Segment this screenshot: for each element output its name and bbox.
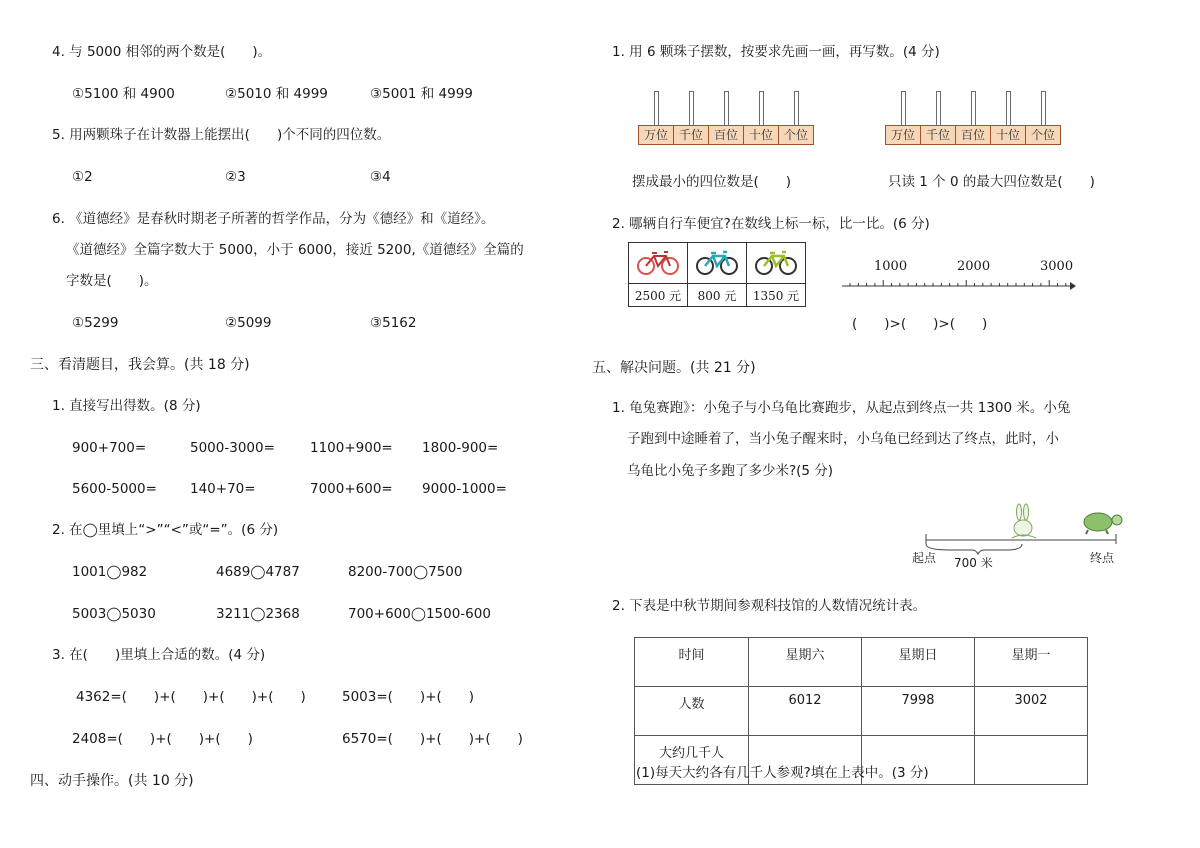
s5q2-sub-1: (1)每天大约各有几千人参观?填在上表中。(3 分) [636, 765, 929, 781]
race-distance-label: 700 米 [954, 556, 993, 570]
q4-option-3[interactable]: ③5001 和 4999 [370, 86, 473, 102]
abacus-rod [724, 91, 729, 127]
numberline-label: 3000 [1040, 259, 1074, 274]
calc-item: 140+70= [190, 481, 256, 497]
q5-option-2[interactable]: ②3 [225, 169, 246, 185]
table-cell: 人数 [635, 687, 749, 736]
abacus-rod [654, 91, 659, 127]
race-start-label: 起点 [912, 551, 937, 565]
fill-item[interactable]: 4362=( )+( )+( )+( ) [76, 689, 306, 705]
s5q1-line-2: 子跑到中途睡着了，当小兔子醒来时，小乌龟已经到达了终点，此时，小 [627, 431, 1059, 447]
bike-price: 800 元 [688, 284, 747, 307]
section-5-title: 五、解决问题。(共 21 分) [592, 360, 756, 376]
number-line[interactable] [842, 276, 1078, 296]
abacus-left[interactable] [638, 91, 816, 147]
calc-item: 1100+900= [310, 440, 393, 456]
q4-stem: 4. 与 5000 相邻的两个数是( )。 [52, 44, 272, 60]
calc-item: 9000-1000= [422, 481, 507, 497]
rabbit-icon [1012, 504, 1036, 538]
place-label: 十位 [744, 126, 779, 144]
fill-item[interactable]: 5003=( )+( ) [342, 689, 475, 705]
place-label: 万位 [639, 126, 674, 144]
bike-compare[interactable]: ( )>( )>( ) [852, 316, 988, 332]
s5q2-stem: 2. 下表是中秋节期间参观科技馆的人数情况统计表。 [612, 598, 927, 614]
bike-cell [629, 243, 688, 284]
s5q1-line-1: 1. 龟兔赛跑》：小兔子与小乌龟比赛跑步，从起点到终点一共 1300 米。小兔 [612, 400, 1071, 416]
compare-item[interactable]: 3211◯2368 [216, 606, 300, 622]
q6-option-1[interactable]: ①5299 [72, 315, 119, 331]
answer-cell[interactable] [975, 736, 1088, 785]
table-cell: 7998 [862, 687, 975, 736]
section-4-title: 四、动手操作。(共 10 分) [30, 773, 194, 789]
s3q1-stem: 1. 直接写出得数。(8 分) [52, 398, 201, 414]
abacus-rod [1041, 91, 1046, 127]
s3q3-stem: 3. 在( )里填上合适的数。(4 分) [52, 647, 266, 663]
q5-option-1[interactable]: ①2 [72, 169, 93, 185]
s3q2-stem: 2. 在◯里填上“>”“<”或“=”。(6 分) [52, 522, 279, 538]
place-label: 千位 [921, 126, 956, 144]
compare-item[interactable]: 4689◯4787 [216, 564, 300, 580]
place-label: 百位 [956, 126, 991, 144]
bike-cell [747, 243, 806, 284]
fill-item[interactable]: 2408=( )+( )+( ) [72, 731, 253, 747]
r-q1-stem: 1. 用 6 颗珠子摆数，按要求先画一画，再写数。(4 分) [612, 44, 940, 60]
bike-price-table [628, 242, 806, 307]
s5q1-line-3: 乌龟比小兔子多跑了多少米?(5 分) [627, 463, 834, 479]
calc-item: 900+700= [72, 440, 147, 456]
compare-item[interactable]: 700+600◯1500-600 [348, 606, 491, 622]
abacus-rod [689, 91, 694, 127]
calc-item: 7000+600= [310, 481, 393, 497]
abacus-right[interactable] [885, 91, 1063, 147]
calc-item: 5600-5000= [72, 481, 157, 497]
table-header: 星期日 [862, 638, 975, 687]
bike-price: 1350 元 [747, 284, 806, 307]
table-cell: 6012 [749, 687, 862, 736]
abacus-rod [936, 91, 941, 127]
abacus-rod [1006, 91, 1011, 127]
table-header: 时间 [635, 638, 749, 687]
r-q2-stem: 2. 哪辆自行车便宜?在数线上标一标，比一比。(6 分) [612, 216, 930, 232]
place-label: 十位 [991, 126, 1026, 144]
turtle-icon [1084, 513, 1122, 534]
abacus-caption-left[interactable]: 摆成最小的四位数是( ) [632, 174, 792, 190]
table-cell: 大约几千人 [635, 736, 749, 785]
bicycle-icon [754, 248, 798, 276]
q6-line-1: 6. 《道德经》是春秋时期老子所著的哲学作品，分为《德经》和《道经》。 [52, 211, 495, 227]
compare-item[interactable]: 1001◯982 [72, 564, 148, 580]
place-value-row [885, 125, 1061, 145]
bike-cell [688, 243, 747, 284]
q6-option-2[interactable]: ②5099 [225, 315, 272, 331]
numberline-label: 1000 [874, 259, 908, 274]
table-header: 星期六 [749, 638, 862, 687]
q6-option-3[interactable]: ③5162 [370, 315, 417, 331]
bike-price: 2500 元 [629, 284, 688, 307]
abacus-caption-right[interactable]: 只读 1 个 0 的最大四位数是( ) [888, 174, 1095, 190]
abacus-rod [759, 91, 764, 127]
bicycle-icon [695, 248, 739, 276]
compare-item[interactable]: 5003◯5030 [72, 606, 156, 622]
table-header: 星期一 [975, 638, 1088, 687]
table-cell: 3002 [975, 687, 1088, 736]
q4-option-2[interactable]: ②5010 和 4999 [225, 86, 328, 102]
race-end-label: 终点 [1090, 551, 1115, 565]
place-label: 千位 [674, 126, 709, 144]
abacus-rod [794, 91, 799, 127]
numberline-label: 2000 [957, 259, 991, 274]
q6-line-3: 字数是( )。 [66, 273, 158, 289]
place-label: 百位 [709, 126, 744, 144]
bicycle-icon [636, 248, 680, 276]
compare-item[interactable]: 8200-700◯7500 [348, 564, 463, 580]
q6-line-2: 《道德经》全篇字数大于 5000，小于 6000，接近 5200,《道德经》全篇的 [66, 242, 524, 258]
calc-item: 5000-3000= [190, 440, 275, 456]
place-value-row [638, 125, 814, 145]
abacus-rod [901, 91, 906, 127]
calc-item: 1800-900= [422, 440, 499, 456]
place-label: 万位 [886, 126, 921, 144]
place-label: 个位 [779, 126, 813, 144]
q5-stem: 5. 用两颗珠子在计数器上能摆出( )个不同的四位数。 [52, 127, 391, 143]
fill-item[interactable]: 6570=( )+( )+( ) [342, 731, 523, 747]
place-label: 个位 [1026, 126, 1060, 144]
visitor-stats-table [634, 637, 1088, 785]
q5-option-3[interactable]: ③4 [370, 169, 391, 185]
section-3-title: 三、看清题目，我会算。(共 18 分) [30, 357, 250, 373]
q4-option-1[interactable]: ①5100 和 4900 [72, 86, 175, 102]
abacus-rod [971, 91, 976, 127]
